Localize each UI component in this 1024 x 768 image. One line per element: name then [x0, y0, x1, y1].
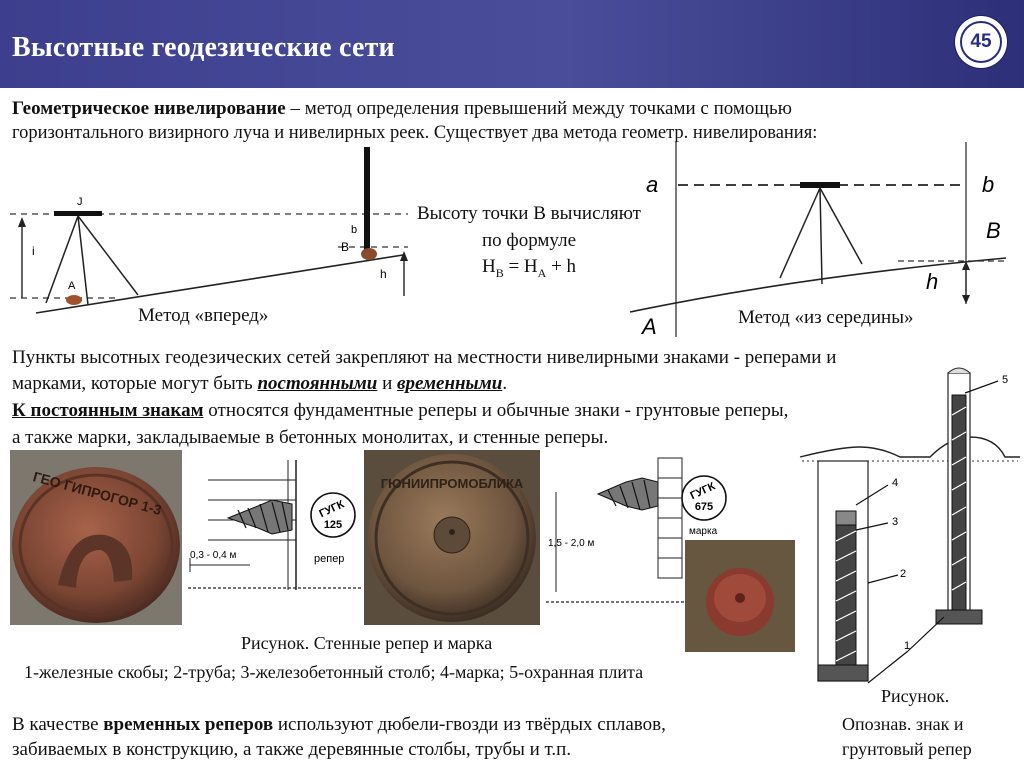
- intro-term: Геометрическое нивелирование: [12, 98, 286, 119]
- stamp1-line2: 125: [323, 519, 343, 531]
- label-B: B: [341, 240, 350, 254]
- label-b: b: [351, 224, 358, 236]
- caption-ground-2: Опознав. знак и: [842, 714, 964, 734]
- label-marka: марка: [689, 526, 718, 537]
- drawing-ground-benchmark: [800, 365, 1020, 695]
- temporary-line-1: [12, 712, 666, 737]
- photo2-inscription: ГЮНИИПРОМОБЛИКА: [380, 476, 524, 491]
- ground-label-1: 1: [904, 640, 911, 652]
- formula-plus-h: + h: [546, 256, 577, 277]
- points-line-4: а также марки, закладываемые в бетонных монолитах, и стенные реперы.: [12, 427, 609, 448]
- label-A: A: [642, 314, 657, 339]
- intro-rest: – метод определения превышений между точками с помощью: [285, 98, 792, 119]
- diagram-forward: [8, 145, 428, 315]
- label-J: J: [77, 196, 83, 208]
- temporary-term: временными: [397, 373, 503, 394]
- photo-wall-benchmark: [10, 450, 182, 625]
- stamp1-line1: ГУГК: [317, 498, 347, 521]
- page-number-badge: [955, 16, 1007, 68]
- temporary-line-1-rest: используют дюбели-гвозди из твёрдых сплавов,: [273, 714, 666, 735]
- stamp2-line1: ГУГК: [688, 480, 718, 503]
- formula-line-1: Высоту точки B вычисляют: [417, 203, 641, 224]
- permanent-term: постоянными: [257, 373, 378, 394]
- photo1-inscription: ГЕО ГИПРОГОР 1-3: [31, 468, 164, 519]
- formula-sub-A: A: [537, 265, 547, 280]
- temporary-line-1-start: В качестве: [12, 714, 104, 735]
- temporary-line-2: забиваемых в конструкцию, а также деревянные столбы, трубы и т.п.: [12, 739, 572, 760]
- photo-ground-mark: [685, 540, 795, 652]
- caption-ground-3: грунтовый репер: [842, 739, 972, 759]
- caption-wall-figure: Рисунок. Стенные репер и марка: [241, 633, 493, 653]
- photo-wall-mark: [364, 450, 540, 625]
- point-b-marker: [361, 248, 377, 260]
- drawing-wall-benchmark: [188, 460, 363, 610]
- ground-label-4: 4: [892, 477, 899, 489]
- label-i: i: [32, 244, 35, 258]
- slide-header: [0, 0, 1024, 88]
- legend-wall-figure: 1-железные скобы; 2-труба; 3-железобетонный столб; 4-марка; 5-охранная плита: [24, 662, 644, 682]
- formula-line-2: по формуле: [481, 230, 577, 251]
- permanent-signs-term: К постоянным знакам: [12, 400, 204, 421]
- caption-middle: Метод «из середины»: [738, 307, 914, 328]
- label-reper: репер: [314, 553, 345, 565]
- stamp2-line2: 675: [694, 501, 714, 513]
- intro-line-2: горизонтального визирного луча и нивелирных реек. Существует два метода геометр. нивелирования:: [12, 123, 818, 143]
- formula-sub-B: B: [495, 265, 504, 280]
- temporary-benchmarks-term: временных реперов: [103, 714, 274, 735]
- points-line-2: [12, 371, 507, 396]
- formula-H: H: [481, 256, 496, 277]
- points-line-2-start: марками, которые могут быть: [12, 373, 258, 394]
- dim-wall-mark: 1,5 - 2,0 м: [548, 538, 595, 549]
- label-b: b: [982, 172, 995, 197]
- label-a: a: [646, 172, 659, 197]
- page-number: 45: [960, 21, 1002, 63]
- ground-label-2: 2: [900, 568, 907, 580]
- label-B: B: [986, 218, 1001, 243]
- points-line-3: [12, 398, 788, 423]
- ground-label-3: 3: [892, 516, 899, 528]
- point-a-marker: [66, 295, 82, 305]
- points-and: и: [377, 373, 398, 394]
- points-line-3-rest: относятся фундаментные реперы и обычные знаки - грунтовые реперы,: [203, 400, 789, 421]
- caption-forward: Метод «вперед»: [138, 305, 269, 326]
- points-line-1: Пункты высотных геодезических сетей закрепляют на местности нивелирными знаками - реперами и: [12, 347, 837, 368]
- caption-ground-1: Рисунок.: [881, 686, 950, 706]
- label-h: h: [926, 269, 939, 294]
- formula-eq: = H: [503, 256, 538, 277]
- ground-label-5: 5: [1002, 374, 1009, 386]
- slide-title: Высотные геодезические сети: [12, 32, 395, 63]
- points-period: .: [502, 373, 508, 394]
- label-A: A: [68, 280, 76, 292]
- dim-wall-benchmark: 0,3 - 0,4 м: [190, 550, 237, 561]
- label-h: h: [380, 267, 387, 281]
- intro-line-1: [12, 96, 792, 121]
